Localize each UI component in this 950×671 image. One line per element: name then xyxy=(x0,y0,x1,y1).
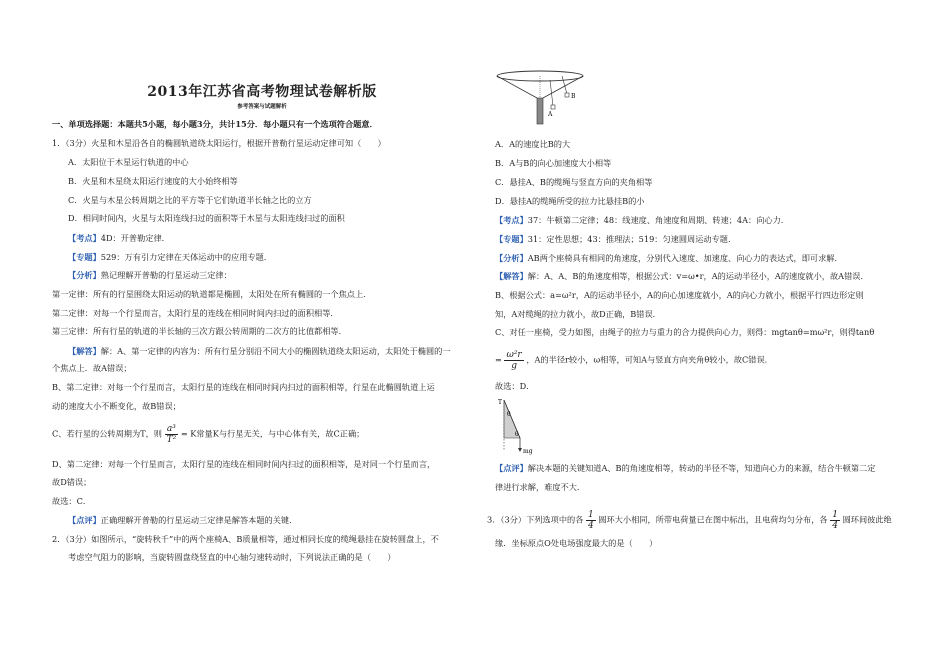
q1-kaodian-text: 4D：开普勒定律. xyxy=(100,233,165,243)
q2-option-a: A．A的速度比B的大 xyxy=(495,139,571,149)
q1-fenxi-tag: 【分析】 xyxy=(68,270,101,280)
q2-kaodian-tag: 【考点】 xyxy=(495,215,528,225)
q1-law1: 第一定律：所有的行星围绕太阳运动的轨道都是椭圆，太阳处在所有椭圆的一个焦点上． xyxy=(52,289,372,299)
q2-fenxi-tag: 【分析】 xyxy=(495,253,528,263)
q2-frac-num: ω²r xyxy=(506,350,522,360)
q2-dianping-line2: 律进行求解，难度不大． xyxy=(495,482,586,492)
q2-stem-line1: 2．（3分）如图所示，“旋转秋千”中的两个座椅A、B质量相等，通过相同长度的缆绳悬挂在旋转圆盘上，不 xyxy=(52,534,439,544)
q2-dianping xyxy=(495,463,875,473)
q1-dianping-tag: 【点评】 xyxy=(68,515,101,525)
q3-quarter-fraction-2 xyxy=(830,510,840,531)
page-subtitle: 参考答案与试题解析 xyxy=(237,104,287,110)
q1-option-d: D．相同时间内，火星与太阳连线扫过的面积等于木星与太阳连线扫过的面积 xyxy=(68,213,345,223)
q2-zhuanti-tag: 【专题】 xyxy=(495,234,528,244)
q2-kaodian xyxy=(495,215,783,225)
q2-jieda-line4: C、对任一座椅，受力如图，由绳子的拉力与重力的合力提供向心力，则得：mgtanθ=mω²r，则得tanθ xyxy=(495,327,875,337)
q2-kaodian-text: 37：牛顿第二定律；48：线速度、角速度和周期、转速；4A：向心力. xyxy=(527,215,784,225)
q2-jieda-line3: 知，A对缆绳的拉力就小，故D正确，B错误． xyxy=(495,309,661,319)
q1-fenxi-text: 熟记理解开普勒的行星运动三定律： xyxy=(100,270,232,280)
q1-kaodian-tag: 【考点】 xyxy=(68,233,101,243)
q1-law3: 第三定律：所有行星的轨道的半长轴的三次方跟公转周期的二次方的比值都相等． xyxy=(52,326,347,336)
q2-frac-den: g xyxy=(511,361,517,371)
q1-frac-den: T² xyxy=(166,435,177,445)
q1-c-pre: C、若行星的公转周期为T，则 xyxy=(52,428,162,439)
force-label-theta-top: θ xyxy=(507,411,511,418)
q3-quarter-fraction-1 xyxy=(586,510,596,531)
q2-jieda-line2: B、根据公式：a=ω²r，A的运动半径小，A的向心加速度就小，A的向心力就小，根据平行四边形定则 xyxy=(495,290,864,300)
q1-frac-num: a³ xyxy=(165,424,179,435)
q3-frac-num-2: 1 xyxy=(832,510,838,520)
force-label-t: T xyxy=(498,399,503,406)
q1-stem: 1．（3分）火星和木星沿各自的椭圆轨道绕太阳运行，根据开普勒行星运动定律可知（ ） xyxy=(52,138,386,148)
q2-answer: 故选：D． xyxy=(495,381,535,391)
q2-jieda-tag: 【解答】 xyxy=(495,271,528,281)
q2-tan-fraction xyxy=(504,350,523,371)
q1-kaodian xyxy=(68,233,164,243)
q3-stem-mid: 圆环大小相同，所带电荷量已在图中标出，且电荷均匀分布，各 xyxy=(598,514,828,525)
q2-dianping-tag: 【点评】 xyxy=(495,463,528,473)
q1-option-a: A．太阳位于木星运行轨道的中心 xyxy=(68,157,189,167)
q2-dianping-text: 解决本题的关键知道A、B的角速度相等，转动的半径不等，知道向心力的来源，结合牛顿第二定 xyxy=(527,463,876,473)
q3-frac-den-2: 4 xyxy=(832,521,838,531)
q1-option-b: B．火星和木星绕太阳运行速度的大小始终相等 xyxy=(68,176,238,186)
q2-option-b: B．A与B的向心加速度大小相等 xyxy=(495,158,612,168)
q1-jieda-line4: 动的速度大小不断变化，故B错误； xyxy=(52,401,181,411)
q1-jieda xyxy=(68,346,451,356)
q1-dianping xyxy=(68,515,297,525)
q2-jieda-line5: = $\frac{\text{ω²r}}{g}$ ，A的半径r较小，ω相等，可知A与竖直方向夹角θ较小，故C错误． xyxy=(495,350,773,371)
q1-jieda-text: 解：A、第一定律的内容为：所有行星分别沿不同大小的椭圆轨道绕太阳运动，太阳处于椭圆的一 xyxy=(100,346,451,356)
q1-jieda-tag: 【解答】 xyxy=(68,346,101,356)
q1-law2: 第二定律：对每一个行星而言，太阳行星的连线在相同时间内扫过的面积相等． xyxy=(52,308,339,318)
q2-jieda-line5-text: ，A的半径r较小，ω相等，可知A与竖直方向夹角θ较小，故C错误． xyxy=(526,354,773,365)
q3-stem-post: 圆环间彼此绝 xyxy=(842,514,892,525)
q2-option-d: D．悬挂A的缆绳所受的拉力比悬挂B的小 xyxy=(495,196,645,206)
q1-fenxi xyxy=(68,270,232,280)
q2-option-c: C．悬挂A、B的缆绳与竖直方向的夹角相等 xyxy=(495,177,653,187)
q1-zhuanti-tag: 【专题】 xyxy=(68,252,101,262)
page-title: 2013年江苏省高考物理试卷解析版 xyxy=(147,84,377,100)
q3-stem-line1 xyxy=(487,510,892,531)
q1-answer: 故选：C． xyxy=(52,496,92,506)
q3-stem-line2: 缘．坐标原点O处电场强度最大的是（ ） xyxy=(495,538,658,548)
q2-jieda-text: 解：A、A、B的角速度相等，根据公式：v=ω•r，A的运动半径小，A的速度就小，故A错误． xyxy=(527,271,869,281)
q1-c-post: = K常量K与行星无关，与中心体有关，故C正确； xyxy=(180,428,365,439)
q3-frac-den-1: 4 xyxy=(588,521,594,531)
q2-jieda xyxy=(495,271,869,281)
section-heading: 一、单项选择题：本题共5小题，每小题3分，共计15分．每小题只有一个选项符合题意． xyxy=(52,119,378,129)
q3-frac-num-1: 1 xyxy=(588,510,594,520)
q1-dianping-text: 正确理解开普勒的行星运动三定律是解答本题的关键． xyxy=(100,515,298,525)
q2-stem-line2: 考虑空气阻力的影响，当旋转圆盘绕竖直的中心轴匀速转动时，下列说法正确的是（ ） xyxy=(68,552,396,562)
fig-label-b: B xyxy=(571,93,576,100)
force-label-mg: mg xyxy=(523,448,533,455)
q1-option-c: C．火星与木星公转周期之比的平方等于它们轨道半长轴之比的立方 xyxy=(68,195,312,205)
q1-jieda-line6: D、第二定律：对每一个行星而言，太阳行星的连线在相同时间内扫过的面积相等，是对同一个行星而言， xyxy=(52,459,436,469)
q1-jieda-line7: 故D错误； xyxy=(52,477,92,487)
q3-stem-pre: 3．（3分）下列选项中的各 xyxy=(487,514,584,525)
q1-jieda-line3: B、第二定律：对每一个行星而言，太阳行星的连线在相同时间内扫过的面积相等，行星在此椭圆轨道上运 xyxy=(52,382,435,392)
q2-zhuanti xyxy=(495,234,731,244)
q2-fenxi-text: AB两个座椅具有相同的角速度，分别代入速度、加速度、向心力的表达式，即可求解． xyxy=(527,253,843,263)
q2-zhuanti-text: 31：定性思想；43：推理法；519：匀速圆周运动专题. xyxy=(527,234,731,244)
force-label-theta-bottom: θ xyxy=(515,431,519,438)
force-diagram-figure xyxy=(494,392,554,458)
q1-zhuanti-text: 529：万有引力定律在天体运动中的应用专题. xyxy=(100,252,267,262)
q1-jieda-line2: 个焦点上．故A错误； xyxy=(52,363,132,373)
q1-jieda-line5 xyxy=(52,424,364,445)
rotating-swing-figure xyxy=(492,66,592,128)
q2-fenxi xyxy=(495,253,843,263)
q1-kepler-fraction xyxy=(165,424,179,445)
fig-label-a: A xyxy=(548,111,553,118)
q1-zhuanti xyxy=(68,252,266,262)
